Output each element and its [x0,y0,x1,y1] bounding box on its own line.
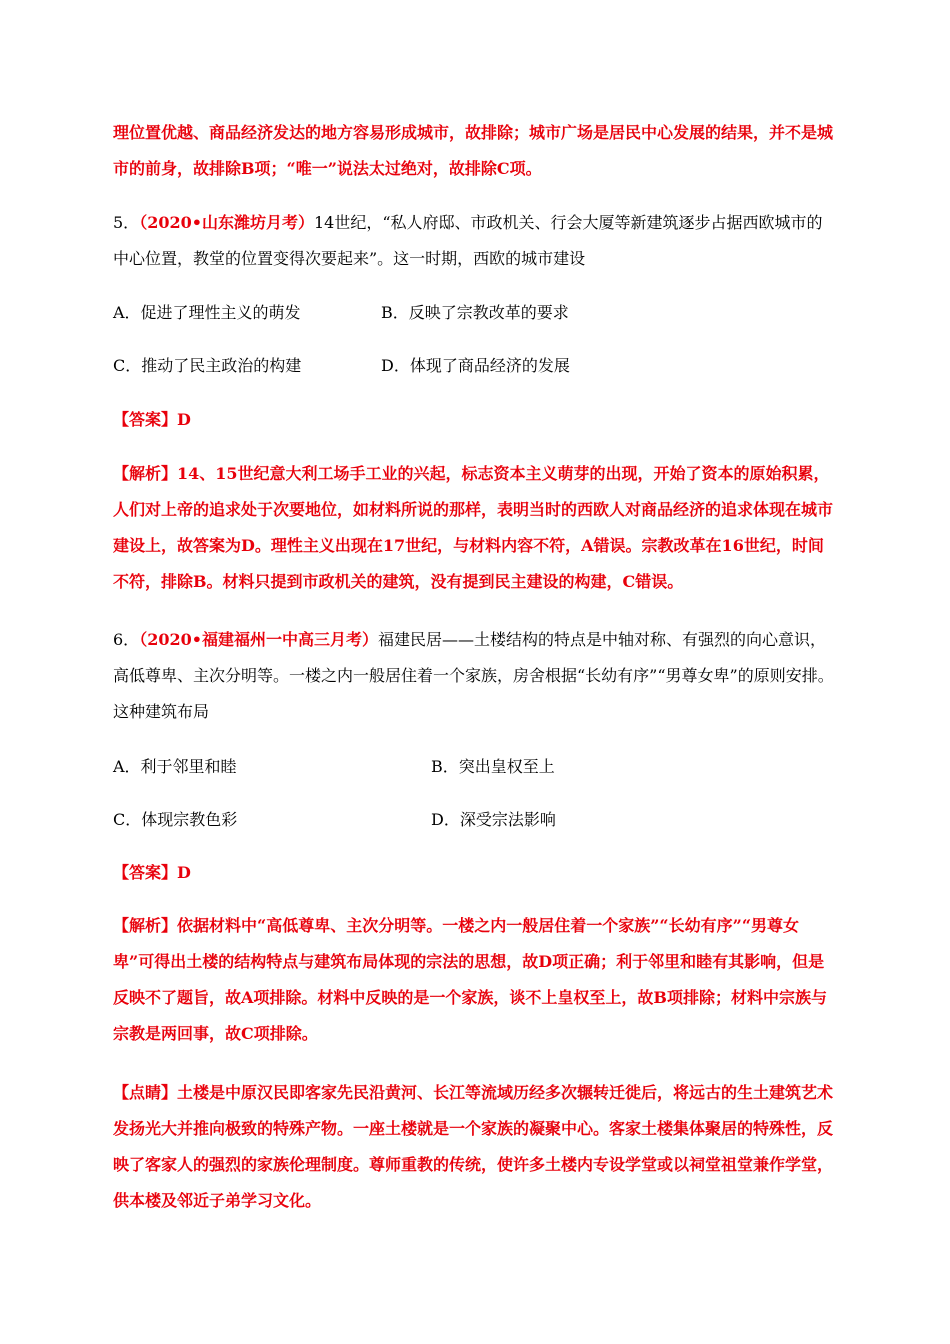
question-6-option-d: D．深受宗法影响 [431,810,556,829]
question-6-answer [113,855,838,891]
question-5-option-b: B．反映了宗教改革的要求 [381,303,569,322]
analysis-text: 14、15世纪意大利工场手工业的兴起，标志资本主义萌芽的出现，开始了资本的原始积累，人们对上帝的追求处于次要地位，如材料所说的那样，表明当时的西欧人对商品经济的追求体现在城市建设上，故答案为D。理性主义出现在17世纪，与材料内容不符，A错误。宗教改革在16世纪，时间不符，排除B。材料只提到市政机关的建筑，没有提到民主建设的构建，C错误。 [113,464,834,591]
analysis-text: 依据材料中“高低尊卑、主次分明等。一楼之内一般居住着一个家族”“长幼有序”“男尊女卑”可得出土楼的结构特点与建筑布局体现的宗法的思想，故D项正确；利于邻里和睦有其影响，但是反映不了题旨，故A项排除。材料中反映的是一个家族，谈不上皇权至上，故B项排除；材料中宗族与宗教是两回事，故C项排除。 [113,916,827,1043]
question-6-text: 福建民居——土楼结构的特点是中轴对称、有强烈的向心意识，高低尊卑、主次分明等。一楼之内一般居住着一个家族，房舍根据“长幼有序”“男尊女卑”的原则安排。这种建筑布局 [113,630,834,721]
question-5-analysis [113,456,838,600]
question-5-stem [113,205,838,277]
question-6-option-c: C．体现宗教色彩 [113,810,238,829]
note-text: 土楼是中原汉民即客家先民沿黄河、长江等流域历经多次辗转迁徙后，将远古的生土建筑艺术发扬光大并推向极致的特殊产物。一座土楼就是一个家族的凝聚中心。客家土楼集体聚居的特殊性，反映了客家人的强烈的家族伦理制度。尊师重教的传统，使许多土楼内专设学堂或以祠堂祖堂兼作学堂，供本楼及邻近子弟学习文化。 [113,1083,834,1210]
question-6-number: 6． [113,630,140,649]
question-6-stem [113,622,838,730]
question-6-option-a: A．利于邻里和睦 [113,757,237,776]
question-5-source: （2020•山东潍坊月考） [139,213,314,232]
question-6-source: （2020•福建福州一中高三月考） [139,630,378,649]
note-label: 【点睛】 [113,1083,178,1102]
answer-label: 【答案】 [113,863,178,882]
question-6-note [113,1075,838,1219]
answer-value: D [177,863,191,882]
question-5-text: 14世纪，“私人府邸、市政机关、行会大厦等新建筑逐步占据西欧城市的中心位置，教堂的位置变得次要起来”。这一时期，西欧的城市建设 [113,213,823,268]
answer-label: 【答案】 [113,410,178,429]
question-5-answer [113,402,838,438]
question-5-option-d: D．体现了商品经济的发展 [381,356,570,375]
question-6-analysis [113,908,838,1052]
question-5-option-a: A．促进了理性主义的萌发 [113,303,301,322]
answer-value: D [177,410,191,429]
question-6-option-b: B．突出皇权至上 [431,757,555,776]
analysis-label: 【解析】 [113,916,178,935]
analysis-label: 【解析】 [113,464,178,483]
intro-explanation: 理位置优越、商品经济发达的地方容易形成城市，故排除；城市广场是居民中心发展的结果，并不是城市的前身，故排除B项；“唯一”说法太过绝对，故排除C项。 [113,123,834,178]
question-5-option-c: C．推动了民主政治的构建 [113,356,302,375]
question-5-number: 5． [113,213,140,232]
